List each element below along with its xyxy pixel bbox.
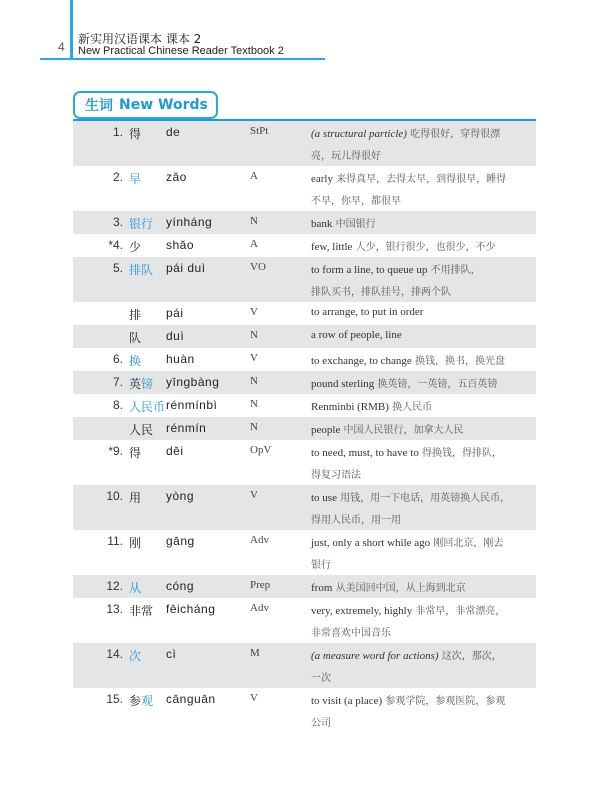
hanzi-new-character: 换 [129, 354, 142, 368]
entry-number: 5. [112, 261, 123, 275]
vocab-row [73, 121, 536, 166]
definition-text: Renminbi (RMB) [311, 401, 389, 413]
entry-part-of-speech: N [250, 375, 258, 387]
definition-text: pound sterling [311, 378, 375, 390]
entry-number: 6. [112, 352, 123, 366]
hanzi-new-character: 人民币 [129, 400, 166, 414]
section-label-new-words [73, 91, 218, 119]
entry-definition [311, 421, 533, 436]
entry-number: 3. [112, 215, 123, 229]
entry-definition [311, 238, 533, 253]
entry-pinyin: rénmínbì [166, 398, 218, 412]
entry-pinyin: shǎo [166, 238, 195, 252]
entry-hanzi [129, 692, 153, 709]
definition-text: very, extremely, highly [311, 605, 413, 617]
entry-part-of-speech: V [250, 692, 258, 704]
vocab-row [73, 348, 536, 371]
entry-hanzi [129, 261, 153, 278]
entry-number: 8. [112, 398, 123, 412]
header-vertical-rule [70, 0, 73, 58]
vocab-row [73, 371, 536, 394]
definition-italic: (a measure word for actions) [311, 650, 439, 662]
example-phrases-continued: 非常喜欢中国音乐 [311, 628, 391, 639]
example-phrases-continued: 得用人民币，用一用 [311, 515, 401, 526]
vocab-row [73, 302, 536, 325]
example-phrases: 人少，银行很少，也很少，不少 [352, 242, 496, 253]
entry-definition [311, 306, 533, 318]
entry-definition [311, 534, 533, 549]
entry-number: 7. [112, 375, 123, 389]
entry-part-of-speech: M [250, 647, 260, 659]
hanzi-new-character: 排队 [129, 263, 154, 277]
entry-part-of-speech: A [250, 170, 258, 182]
hanzi-text: 排 [129, 308, 142, 322]
entry-pinyin: yòng [166, 489, 195, 503]
definition-text: early [311, 173, 333, 185]
entry-part-of-speech: VO [250, 261, 266, 273]
entry-hanzi [129, 170, 141, 187]
entry-part-of-speech: A [250, 238, 258, 250]
section-label-chinese: 生词 [85, 98, 113, 114]
definition-italic: (a structural particle) [311, 128, 407, 140]
entry-part-of-speech: V [250, 352, 258, 364]
vocab-row [73, 211, 536, 234]
example-phrases-continued: 银行 [311, 560, 331, 571]
vocab-row [73, 440, 536, 485]
entry-hanzi [129, 238, 141, 255]
entry-pinyin: gāng [166, 534, 195, 548]
hanzi-text: 队 [129, 331, 142, 345]
entry-pinyin: cóng [166, 579, 195, 593]
vocab-row [73, 325, 536, 348]
vocab-row [73, 643, 536, 688]
entry-hanzi [129, 306, 141, 323]
entry-definition [311, 489, 533, 504]
hanzi-text: 得 [129, 446, 142, 460]
definition-text: just, only a short while ago [311, 537, 431, 549]
definition-text: from [311, 582, 333, 594]
entry-definition [311, 170, 533, 185]
entry-hanzi [129, 534, 141, 551]
hanzi-text: 少 [129, 240, 142, 254]
definition-text: to exchange, to change [311, 355, 412, 367]
entry-pinyin: zǎo [166, 170, 187, 184]
entry-part-of-speech: N [250, 398, 258, 410]
entry-number: 2. [112, 170, 123, 184]
example-phrases: 用钱，用一下电话，用英镑换人民币， [336, 493, 511, 504]
example-phrases: 换人民币 [388, 402, 433, 413]
hanzi-new-character: 银行 [129, 217, 154, 231]
example-phrases-continued: 排队买书，排队挂号，排两个队 [311, 287, 451, 298]
example-phrases: 吃得很好，穿得很漂 [406, 129, 501, 140]
entry-hanzi [129, 489, 141, 506]
entry-definition [311, 329, 533, 341]
example-phrases: 非常早，非常漂亮， [412, 606, 506, 617]
entry-definition [311, 444, 533, 459]
entry-pinyin: yīngbàng [166, 375, 220, 389]
hanzi-text: 非常 [129, 604, 154, 618]
entry-pinyin: cì [166, 647, 177, 661]
entry-hanzi [129, 329, 141, 346]
entry-part-of-speech: N [250, 215, 258, 227]
book-title-english: New Practical Chinese Reader Textbook 2 [78, 45, 284, 57]
example-phrases: 来得真早，去得太早，到得很早，睡得 [332, 174, 507, 185]
entry-number: *4. [108, 238, 123, 252]
definition-text: to use [311, 492, 337, 504]
entry-pinyin: fēicháng [166, 602, 216, 616]
entry-pinyin: huàn [166, 352, 195, 366]
hanzi-new-character: 从 [129, 581, 142, 595]
entry-definition [311, 352, 533, 367]
entry-definition [311, 692, 533, 707]
entry-pinyin: de [166, 125, 181, 139]
example-phrases: 这次，那次， [438, 651, 502, 662]
definition-text: to arrange, to put in order [311, 306, 424, 318]
example-phrases: 中国银行 [332, 219, 376, 230]
entry-pinyin: duì [166, 329, 185, 343]
entry-part-of-speech: Prep [250, 579, 271, 591]
hanzi-new-character: 观 [141, 694, 154, 708]
example-phrases: 中国人民银行，加拿大人民 [340, 425, 464, 436]
vocab-row [73, 234, 536, 257]
entry-part-of-speech: Adv [250, 602, 269, 614]
hanzi-new-character: 次 [129, 649, 142, 663]
entry-number: 10. [106, 489, 123, 503]
entry-pinyin: yínháng [166, 215, 213, 229]
book-title-chinese: 新实用汉语课本 课本 2 [78, 32, 202, 46]
entry-hanzi [129, 444, 141, 461]
example-phrases-continued: 得复习语法 [311, 470, 361, 481]
definition-text: a row of people, line [311, 329, 402, 341]
entry-definition [311, 261, 533, 276]
example-phrases: 不用排队， [427, 265, 481, 276]
vocab-row [73, 417, 536, 440]
vocab-row [73, 575, 536, 598]
entry-hanzi [129, 352, 141, 369]
hanzi-text: 参 [129, 694, 142, 708]
entry-pinyin: pái [166, 306, 184, 320]
hanzi-new-character: 早 [129, 172, 142, 186]
entry-part-of-speech: N [250, 421, 258, 433]
definition-text: people [311, 424, 341, 436]
entry-part-of-speech: V [250, 489, 258, 501]
definition-text: to need, must, to have to [311, 447, 419, 459]
vocab-row [73, 394, 536, 417]
example-phrases: 参观学院，参观医院，参观 [382, 696, 506, 707]
entry-definition [311, 602, 533, 617]
vocabulary-table [73, 121, 536, 733]
vocab-row [73, 257, 536, 302]
entry-part-of-speech: OpV [250, 444, 272, 456]
section-label-english: New Words [119, 97, 208, 113]
entry-hanzi [129, 602, 153, 619]
page-number: 4 [58, 40, 65, 54]
hanzi-new-character: 镑 [141, 377, 154, 391]
example-phrases-continued: 一次 [311, 673, 331, 684]
entry-definition [311, 647, 533, 662]
entry-definition [311, 375, 533, 390]
example-phrases: 得换钱，得排队， [418, 448, 503, 459]
vocab-row [73, 598, 536, 643]
example-phrases-continued: 不早，你早，都很早 [311, 196, 401, 207]
hanzi-text: 得 [129, 127, 142, 141]
example-phrases: 刚回北京，刚去 [430, 538, 504, 549]
hanzi-text: 刚 [129, 536, 142, 550]
entry-hanzi [129, 579, 141, 596]
example-phrases-continued: 公司 [311, 718, 331, 729]
entry-definition [311, 215, 533, 230]
entry-part-of-speech: V [250, 306, 258, 318]
entry-number: 11. [107, 534, 123, 548]
definition-text: to form a line, to queue up [311, 264, 428, 276]
entry-pinyin: děi [166, 444, 184, 458]
entry-pinyin: pái duì [166, 261, 206, 275]
example-phrases-continued: 亮，玩儿得很好 [311, 151, 381, 162]
entry-definition [311, 398, 533, 413]
entry-hanzi [129, 398, 165, 415]
entry-hanzi [129, 421, 153, 438]
vocab-row [73, 530, 536, 575]
entry-number: 15. [106, 692, 123, 706]
vocab-row [73, 485, 536, 530]
entry-hanzi [129, 125, 141, 142]
entry-pinyin: rénmín [166, 421, 207, 435]
entry-number: 1. [112, 125, 123, 139]
entry-number: 12. [106, 579, 123, 593]
hanzi-text: 用 [129, 491, 142, 505]
entry-hanzi [129, 215, 153, 232]
vocab-row [73, 166, 536, 211]
entry-number: 13. [106, 602, 123, 616]
entry-part-of-speech: StPt [250, 125, 269, 137]
hanzi-text: 英 [129, 377, 142, 391]
example-phrases: 换钱，换书，换光盘 [411, 356, 505, 367]
example-phrases: 换英镑，一英镑，五百英镑 [374, 379, 498, 390]
entry-definition [311, 125, 533, 140]
entry-hanzi [129, 647, 141, 664]
entry-hanzi [129, 375, 153, 392]
entry-part-of-speech: N [250, 329, 258, 341]
example-phrases: 从美国回中国，从上海到北京 [332, 583, 466, 594]
definition-text: bank [311, 218, 333, 230]
entry-number: *9. [108, 444, 123, 458]
definition-text: few, little [311, 241, 353, 253]
entry-pinyin: cānguān [166, 692, 216, 706]
vocab-row [73, 688, 536, 733]
entry-part-of-speech: Adv [250, 534, 269, 546]
header-horizontal-rule [40, 58, 325, 60]
entry-definition [311, 579, 533, 594]
entry-number: 14. [106, 647, 123, 661]
definition-text: to visit (a place) [311, 695, 383, 707]
hanzi-text: 人民 [129, 423, 154, 437]
